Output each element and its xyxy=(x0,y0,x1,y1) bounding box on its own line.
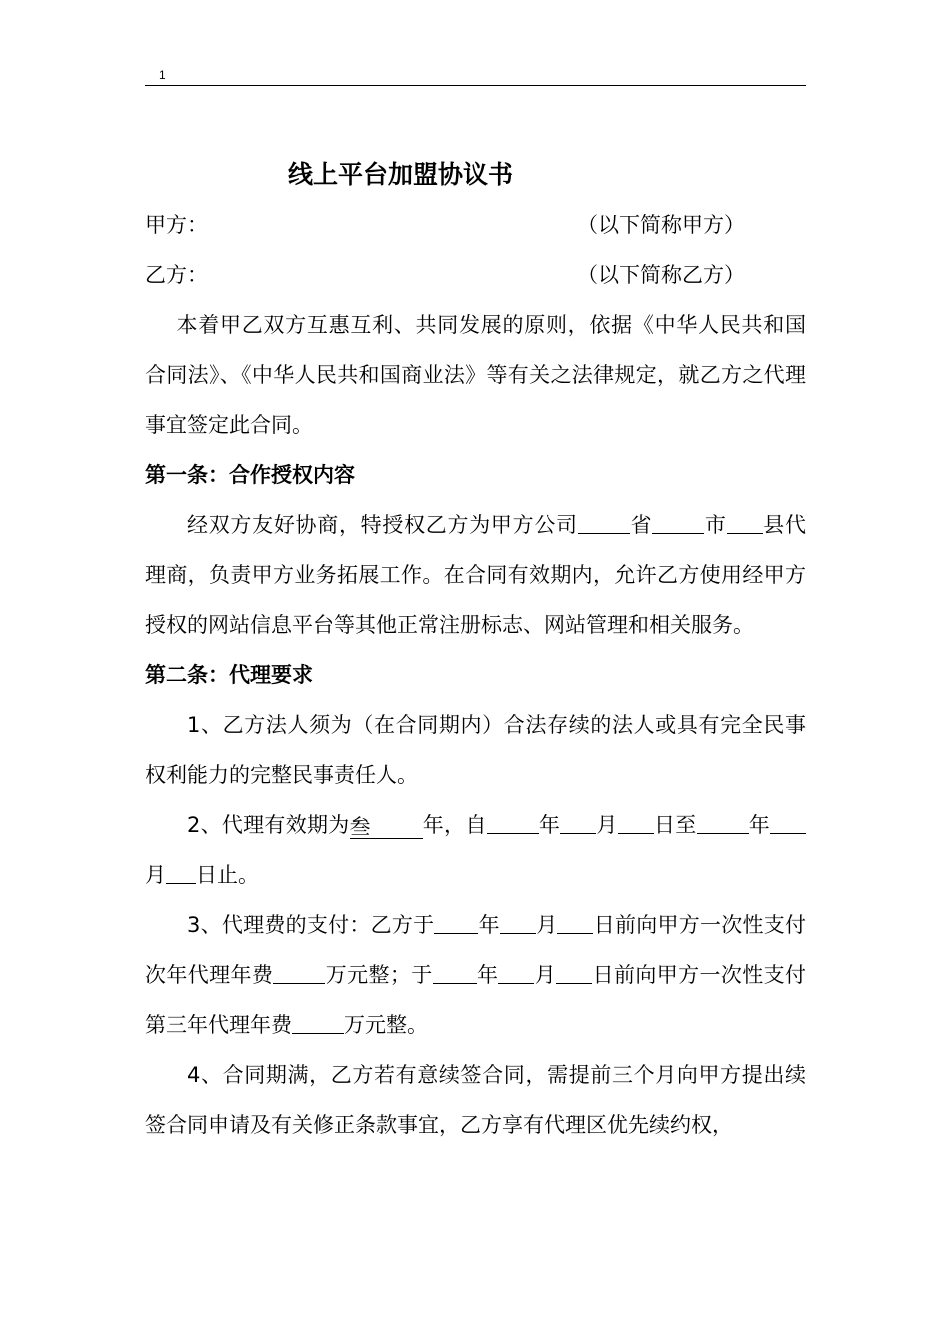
party-b-label: 乙方： xyxy=(145,263,208,287)
item-3-text-3: 日前向甲方一次性支付第三年代理年费 xyxy=(145,963,807,1037)
item-3-text-2: 日前向甲方一次性支付次年代理年费 xyxy=(145,913,807,987)
item-2-day-end: 日止。 xyxy=(196,863,259,887)
article-2-item-3 xyxy=(145,900,806,1050)
city-blank xyxy=(652,511,704,534)
article-2-heading: 第二条：代理要求 xyxy=(145,663,313,687)
item-3-month-2: 月 xyxy=(534,963,557,987)
article-1-paragraph xyxy=(145,500,806,650)
term-blank: 叁 xyxy=(350,816,423,839)
party-b-alias: （以下简称乙方） xyxy=(577,263,745,287)
pay-month-blank xyxy=(500,911,536,934)
province-unit: 省 xyxy=(629,513,653,537)
header-rule xyxy=(145,85,806,86)
item-3-month: 月 xyxy=(535,913,558,937)
item-3-year-2: 年 xyxy=(476,963,499,987)
county-blank xyxy=(727,511,763,534)
pay-day-2-blank xyxy=(556,961,592,984)
end-month-blank xyxy=(770,811,806,834)
item-2-year-2: 年 xyxy=(748,813,771,837)
province-blank xyxy=(578,511,630,534)
pay-day-blank xyxy=(557,911,593,934)
city-unit: 市 xyxy=(704,513,727,537)
item-3-wan-2: 万元整。 xyxy=(344,1013,428,1037)
party-b-line xyxy=(145,250,806,300)
article-2-item-4: 4、合同期满，乙方若有意续签合同，需提前三个月向甲方提出续签合同申请及有关修正条款事宜，乙方享有代理区优先续约权， xyxy=(145,1063,806,1137)
item-2-month: 月 xyxy=(596,813,618,837)
article-1-text-1: 经双方友好协商，特授权乙方为甲方公司 xyxy=(187,513,578,537)
item-3-year: 年 xyxy=(478,913,500,937)
document-body xyxy=(145,150,806,1150)
article-2-item-2 xyxy=(145,800,806,900)
item-2-month-2: 月 xyxy=(145,863,166,887)
party-a-label: 甲方： xyxy=(145,213,208,237)
document-title: 线上平台加盟协议书 xyxy=(288,160,514,189)
end-year-blank xyxy=(697,811,749,834)
article-1-text-2: 代理商，负责甲方业务拓展工作。在合同有效期内，允许乙方使用经甲方授权的网站信息平台等其他正常注册标志、网站管理和相关服务。 xyxy=(145,513,807,637)
item-3-text-1: 3、代理费的支付：乙方于 xyxy=(187,913,435,937)
county-unit: 县 xyxy=(762,513,786,537)
pay-year-2-blank xyxy=(433,961,477,984)
item-2-text-1: 2、代理有效期为 xyxy=(187,813,350,837)
item-3-wan-1: 万元整；于 xyxy=(325,963,433,987)
article-1-heading: 第一条：合作授权内容 xyxy=(145,463,355,487)
party-a-line xyxy=(145,200,806,250)
item-2-year-unit: 年，自 xyxy=(422,813,487,837)
start-day-blank xyxy=(618,811,654,834)
third-year-fee-blank xyxy=(292,1011,344,1034)
article-2-item-1: 1、乙方法人须为（在合同期内）合法存续的法人或具有完全民事权利能力的完整民事责任人。 xyxy=(145,713,806,787)
pay-year-blank xyxy=(434,911,478,934)
party-a-alias: （以下简称甲方） xyxy=(577,213,745,237)
second-year-fee-blank xyxy=(273,961,325,984)
start-year-blank xyxy=(487,811,539,834)
pay-month-2-blank xyxy=(498,961,534,984)
page-number: 1 xyxy=(159,68,166,82)
end-day-blank xyxy=(166,861,196,884)
item-2-year: 年 xyxy=(538,813,561,837)
intro-paragraph: 本着甲乙双方互惠互利、共同发展的原则，依据《中华人民共和国合同法》、《中华人民共和国商业法》等有关之法律规定，就乙方之代理事宜签定此合同。 xyxy=(145,313,806,437)
start-month-blank xyxy=(560,811,596,834)
item-2-day-to: 日至 xyxy=(653,813,697,837)
